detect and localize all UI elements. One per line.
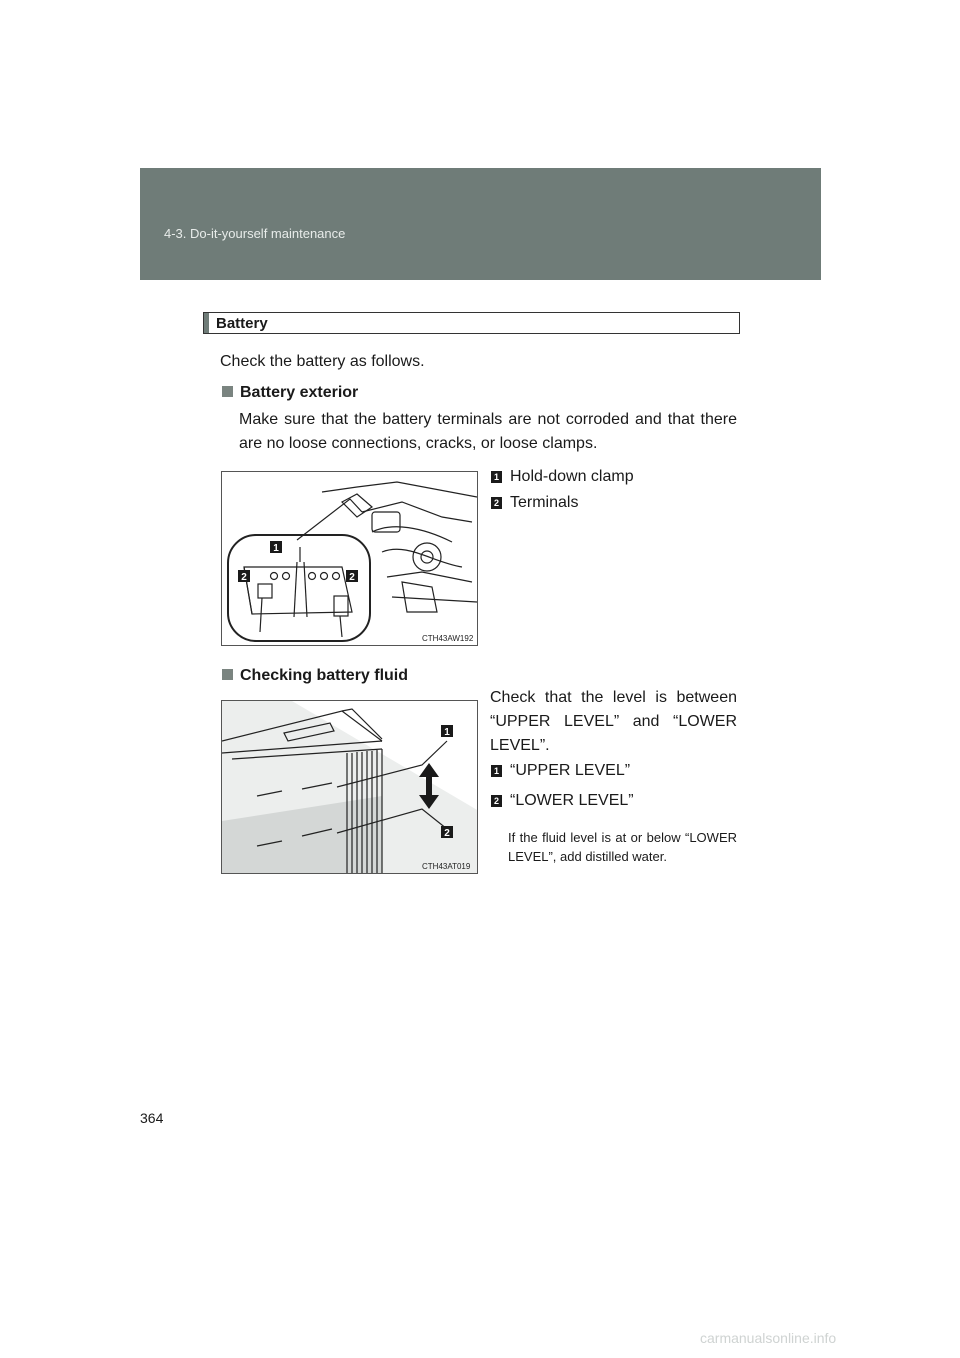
chapter-title: 4-3. Do-it-yourself maintenance: [164, 226, 346, 241]
callout-label: “LOWER LEVEL”: [510, 792, 634, 809]
watermark: carmanualsonline.info: [700, 1330, 837, 1346]
callout-terminals: [491, 494, 578, 512]
battery-fluid-figure: [221, 700, 478, 874]
fluid-heading-text: Checking battery fluid: [240, 667, 409, 684]
chapter-header: [140, 168, 821, 280]
callout-number: 2: [491, 497, 502, 509]
section-heading: [203, 312, 740, 334]
square-bullet-icon: [222, 669, 233, 680]
callout-hold-down-clamp: [491, 468, 634, 486]
figure-code: CTH43AW192: [422, 634, 474, 643]
battery-exterior-figure: [221, 471, 478, 646]
page-number: 364: [140, 1110, 164, 1126]
callout-label: Terminals: [510, 494, 579, 511]
fig1-badge-2-right: 2: [349, 572, 355, 583]
callout-label: Hold-down clamp: [510, 468, 634, 485]
fluid-note: If the fluid level is at or below “LOWER LEVEL”, add distilled water.: [508, 830, 737, 864]
fig1-badge-1: 1: [273, 543, 279, 554]
callout-upper-level: [491, 762, 630, 780]
fig2-badge-1: 1: [444, 727, 450, 738]
fig2-badge-2: 2: [444, 828, 450, 839]
callout-number: 1: [491, 471, 502, 483]
callout-label: “UPPER LEVEL”: [510, 762, 631, 779]
exterior-heading: [222, 384, 358, 402]
intro-text: Check the battery as follows.: [220, 353, 425, 370]
fluid-heading: [222, 667, 408, 685]
callout-number: 1: [491, 765, 502, 777]
square-bullet-icon: [222, 386, 233, 397]
callout-lower-level: [491, 792, 634, 810]
figure-code: CTH43AT019: [422, 862, 471, 871]
exterior-heading-text: Battery exterior: [240, 384, 359, 401]
fig1-badge-2-left: 2: [241, 572, 247, 583]
battery-exterior-illustration: [222, 472, 478, 646]
section-title: Battery: [216, 315, 268, 332]
battery-fluid-illustration: [222, 701, 478, 874]
exterior-body: Make sure that the battery terminals are not corroded and that there are no loose connections, cracks, or loose clamps.: [239, 411, 737, 452]
callout-number: 2: [491, 795, 502, 807]
fluid-body: Check that the level is between “UPPER LEVEL” and “LOWER LEVEL”.: [490, 689, 737, 754]
